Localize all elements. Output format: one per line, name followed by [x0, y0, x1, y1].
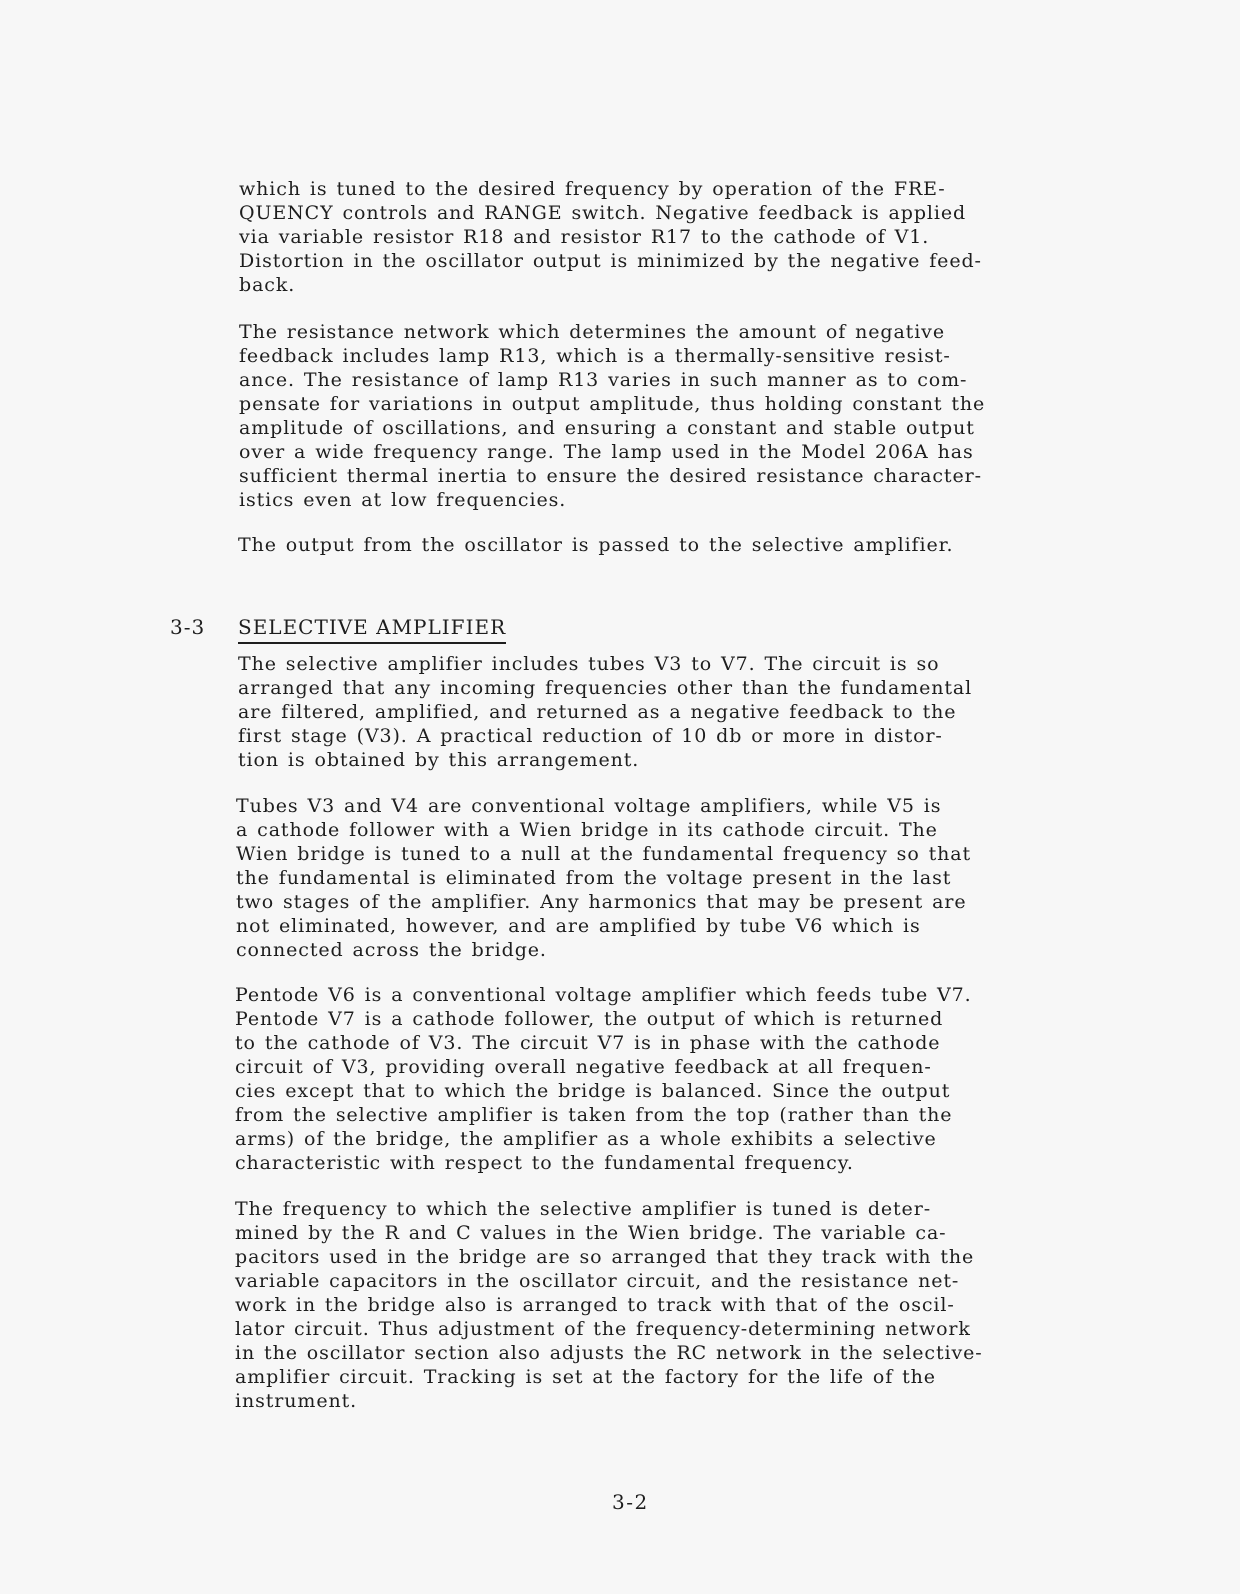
text-line: The selective amplifier includes tubes V3 to V7. The circuit is so	[238, 653, 940, 675]
text-line: not eliminated, however, and are amplified by tube V6 which is	[236, 915, 921, 937]
text-line: the fundamental is eliminated from the voltage present in the last	[236, 867, 952, 889]
text-line: are filtered, amplified, and returned as a negative feedback to the	[238, 701, 957, 723]
text-line: via variable resistor R18 and resistor R17 to the cathode of V1.	[239, 226, 930, 248]
paragraph-pentode-v6	[235, 983, 972, 1175]
section-number: 3-3	[170, 615, 206, 639]
text-line: variable capacitors in the oscillator circuit, and the resistance net-	[235, 1270, 960, 1292]
paragraph-resistance-network	[239, 320, 985, 512]
text-line: Pentode V7 is a cathode follower, the output of which is returned	[235, 1008, 944, 1030]
paragraph-tubes-v3-v4	[236, 794, 971, 962]
paragraph-oscillator-output	[238, 533, 953, 557]
text-line: a cathode follower with a Wien bridge in its cathode circuit. The	[236, 819, 938, 841]
text-line: which is tuned to the desired frequency by operation of the FRE-	[239, 178, 946, 200]
text-line: mined by the R and C values in the Wien bridge. The variable ca-	[235, 1222, 947, 1244]
text-line: over a wide frequency range. The lamp used in the Model 206A has	[239, 441, 974, 463]
paragraph-selective-amplifier-intro	[238, 652, 972, 772]
text-line: from the selective amplifier is taken from the top (rather than the	[235, 1104, 953, 1126]
text-line: two stages of the amplifier. Any harmonics that may be present are	[236, 891, 967, 913]
text-line: in the oscillator section also adjusts the RC network in the selective-	[235, 1342, 983, 1364]
text-line: to the cathode of V3. The circuit V7 is in phase with the cathode	[235, 1032, 941, 1054]
text-line: pacitors used in the bridge are so arranged that they track with the	[235, 1246, 975, 1268]
text-line: lator circuit. Thus adjustment of the frequency-determining network	[235, 1318, 971, 1340]
text-line: Wien bridge is tuned to a null at the fundamental frequency so that	[236, 843, 972, 865]
paragraph-frequency-tuning	[235, 1197, 983, 1413]
text-line: tion is obtained by this arrangement.	[238, 749, 640, 771]
text-line: amplitude of oscillations, and ensuring a constant and stable output	[239, 417, 975, 439]
text-line: QUENCY controls and RANGE switch. Negative feedback is applied	[239, 202, 967, 224]
text-line: sufficient thermal inertia to ensure the desired resistance character-	[239, 465, 982, 487]
text-line: instrument.	[235, 1390, 358, 1412]
text-line: first stage (V3). A practical reduction of 10 db or more in distor-	[238, 725, 943, 747]
section-heading: SELECTIVE AMPLIFIER	[238, 615, 506, 644]
text-line: ance. The resistance of lamp R13 varies in such manner as to com-	[239, 369, 968, 391]
text-line: arms) of the bridge, the amplifier as a whole exhibits a selective	[235, 1128, 937, 1150]
text-line: work in the bridge also is arranged to track with that of the oscil-	[235, 1294, 955, 1316]
text-line: arranged that any incoming frequencies other than the fundamental	[238, 677, 973, 699]
text-line: The output from the oscillator is passed to the selective amplifier.	[238, 534, 954, 556]
text-line: pensate for variations in output amplitude, thus holding constant the	[239, 393, 986, 415]
text-line: The frequency to which the selective amplifier is tuned is deter-	[235, 1198, 932, 1220]
paragraph-oscillator-feedback	[239, 177, 982, 297]
text-line: characteristic with respect to the fundamental frequency.	[235, 1152, 854, 1174]
text-line: Tubes V3 and V4 are conventional voltage amplifiers, while V5 is	[236, 795, 942, 817]
text-line: The resistance network which determines the amount of negative	[239, 321, 945, 343]
text-line: istics even at low frequencies.	[239, 489, 567, 511]
page-number: 3-2	[612, 1490, 649, 1514]
text-line: back.	[239, 274, 296, 296]
text-line: connected across the bridge.	[236, 939, 547, 961]
text-line: feedback includes lamp R13, which is a thermally-sensitive resist-	[239, 345, 951, 367]
text-line: Pentode V6 is a conventional voltage amplifier which feeds tube V7.	[235, 984, 972, 1006]
text-line: circuit of V3, providing overall negative feedback at all frequen-	[235, 1056, 932, 1078]
text-line: Distortion in the oscillator output is minimized by the negative feed-	[239, 250, 982, 272]
text-line: cies except that to which the bridge is balanced. Since the output	[235, 1080, 951, 1102]
text-line: amplifier circuit. Tracking is set at the factory for the life of the	[235, 1366, 936, 1388]
